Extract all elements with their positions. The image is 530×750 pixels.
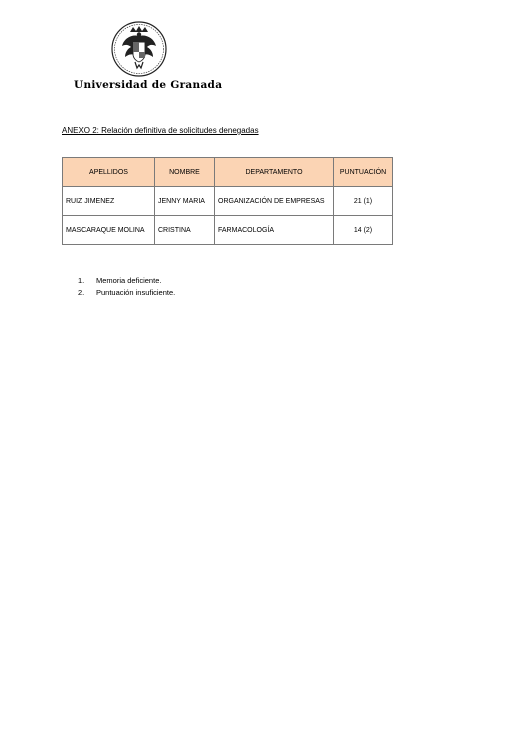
table-row xyxy=(63,216,393,245)
table-row xyxy=(63,187,393,216)
university-crest-icon xyxy=(110,20,168,78)
note-text: Memoria deficiente. xyxy=(96,276,162,285)
annex-title: ANEXO 2: Relación definitiva de solicitudes denegadas xyxy=(62,126,259,135)
cell-puntuacion: 14 (2) xyxy=(334,216,393,245)
cell-departamento: ORGANIZACIÓN DE EMPRESAS xyxy=(215,187,334,216)
note-number: 1. xyxy=(78,276,85,285)
list-item xyxy=(78,275,175,287)
cell-nombre: CRISTINA xyxy=(155,216,215,245)
column-header-departamento: DEPARTAMENTO xyxy=(215,158,334,187)
table-header-row xyxy=(63,158,393,187)
cell-nombre: JENNY MARIA xyxy=(155,187,215,216)
cell-puntuacion: 21 (1) xyxy=(334,187,393,216)
note-text: Puntuación insuficiente. xyxy=(96,287,176,297)
column-header-nombre: NOMBRE xyxy=(155,158,215,187)
university-name: Universidad de Granada xyxy=(74,79,223,91)
column-header-puntuacion: PUNTUACIÓN xyxy=(334,158,393,187)
cell-apellidos: RUIZ JIMENEZ xyxy=(63,187,155,216)
note-number: 2. xyxy=(78,287,85,297)
list-item xyxy=(78,287,175,299)
cell-apellidos: MASCARAQUE MOLINA xyxy=(63,216,155,245)
cell-departamento: FARMACOLOGÍA xyxy=(215,216,334,245)
notes-list xyxy=(78,275,175,298)
column-header-apellidos: APELLIDOS xyxy=(63,158,155,187)
denied-applications-table xyxy=(62,157,393,245)
university-logo xyxy=(74,20,223,96)
